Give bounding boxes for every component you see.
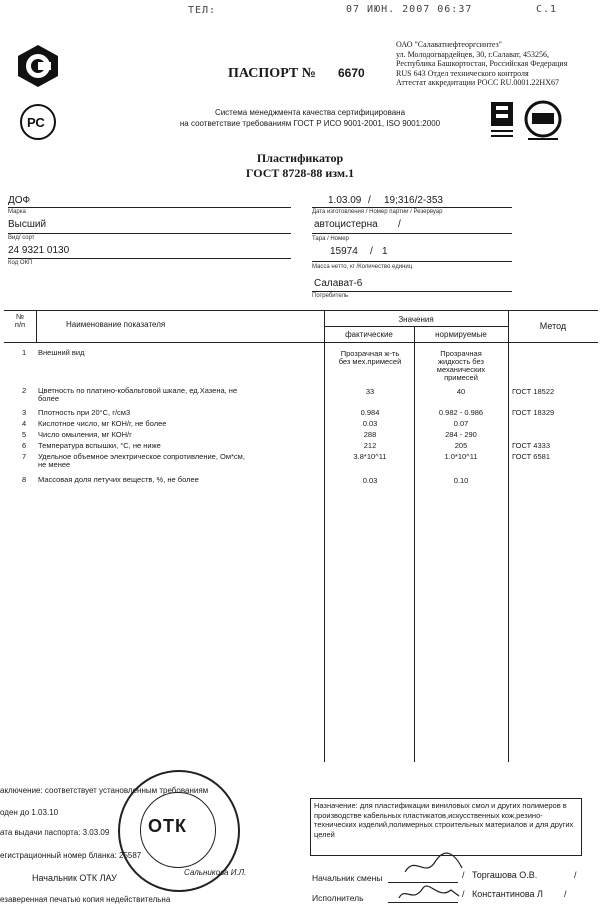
row-7-method: ГОСТ 6581 [512,452,550,461]
fax-datetime: 07 ИЮН. 2007 06:37 [346,4,473,15]
product-name: Пластификатор [256,151,344,165]
executor-end-slash: / [564,889,567,899]
row-6-num: 6 [22,441,27,450]
date-label: Дата изготовления / Номер партии / Резервуар [312,209,443,215]
table-header-name: Наименование показателя [66,320,166,329]
issue-date: ата выдачи паспорта: 3.03.09 [0,828,110,837]
conclusion-text: аключение: соответствует установленным требованиям [0,786,209,795]
product-standard: ГОСТ 8728-88 изм.1 [245,166,355,180]
row-5-num: 5 [22,430,27,439]
row-3-actual: 0.984 [360,408,380,417]
okp-value: 24 9321 0130 [8,245,70,256]
executor-label: Исполнитель [312,893,364,903]
svg-text:РС: РС [27,115,45,130]
row-7-actual: 3.8*10^11 [353,452,387,461]
shift-chief-signature [400,850,470,880]
mark-value: ДОФ [8,195,31,206]
fax-tel-label: ТЕЛ: [188,5,217,16]
consumer-label: Потребитель [312,293,349,299]
row-6-method: ГОСТ 4333 [512,441,550,450]
row-1-name: Внешний вид [38,348,85,357]
row-4-norm: 0.07 [453,419,469,428]
table-header-actual: фактические [345,330,393,339]
tare-label: Тара / Номер [312,236,349,242]
grade-label: Вид/ сорт [8,235,35,241]
table-header-norm: нормируемые [435,330,487,339]
row-4-name: Кислотное число, мг КОН/г, не более [38,419,167,428]
row-5-name: Число омыления, мг КОН/г [38,430,132,439]
row-1-num: 1 [22,348,27,357]
separator-1: / [368,195,371,206]
fax-page: С.1 [536,4,558,15]
row-3-name: Плотность при 20°С, г/см3 [38,408,131,417]
otk-chief-name: Сальникова И.Л. [184,868,247,877]
row-8-num: 8 [22,475,27,484]
row-8-actual: 0.03 [362,476,378,485]
mark-label: Марка [8,209,26,215]
mass-label: Масса нетто, кг /Количество единиц [312,264,413,270]
row-7-norm: 1.0*10^11 [444,452,478,461]
grade-value: Высший [8,219,47,230]
row-2-num: 2 [22,386,27,395]
row-2-method: ГОСТ 18522 [512,387,555,396]
iqnet-logo [520,100,566,142]
otk-stamp-text: ОТК [148,816,187,836]
shift-chief-name: Торгашова О.В. [472,870,538,880]
table-header-num: № п/п [14,312,26,329]
row-3-norm: 0.982 - 0.986 [438,408,484,417]
row-8-name: Массовая доля летучих веществ, %, не более [38,475,199,484]
separator-2: / [398,219,401,230]
table-header-values: Значения [398,315,434,324]
purpose-text: Назначение: для пластификации виниловых смол и других полимеров в производстве кабельных пластикатов,искусственных кож,резино-технических изделий,полимерных строительных материалов и для других целей [314,801,574,839]
row-3-method: ГОСТ 18329 [512,408,555,417]
company-address-2: Республика Башкортостан, Российская Федерация [396,59,568,68]
row-5-actual: 288 [363,430,377,439]
row-4-num: 4 [22,419,27,428]
valid-until: оден до 1.03.10 [0,808,59,817]
shift-chief-label: Начальник смены [312,873,383,883]
row-2-actual: 33 [365,387,375,396]
quality-system-line1: Система менеджмента качества сертифицирована [214,108,406,117]
purpose-box [310,798,582,856]
batch-value: 19;316/2-353 [384,195,443,206]
row-2-name: Цветность по платино-кобальтовой шкале, ед.Хазена, не более [38,386,238,403]
row-8-norm: 0.10 [453,476,469,485]
mass-value: 15974 [330,246,358,257]
passport-title: ПАСПОРТ № [228,66,316,81]
row-7-name: Удельное объемное электрическое сопротивление, Ом*см, не менее [38,452,245,469]
row-7-num: 7 [22,452,27,461]
row-3-num: 3 [22,408,27,417]
company-info [396,40,596,88]
certification-logo [18,102,58,142]
shift-chief-slash: / [462,870,465,880]
row-6-norm: 205 [454,441,468,450]
row-6-name: Температура вспышки, °С, не ниже [38,441,161,450]
executor-name: Константинова Л [472,889,543,899]
quality-seal-icon [488,100,516,140]
company-address-1: ул. Молодогвардейцев, 30, г.Салават, 453256, [396,49,549,59]
separator-3: / [370,246,373,257]
row-1-norm: Прозрачная жидкость без механических примесей [436,349,486,382]
tare-value: автоцистерна [314,219,378,230]
shift-chief-end-slash: / [574,870,577,880]
copy-warning: езаверенная печатью копия недействительна [0,895,171,904]
manufacture-date-value: 1.03.09 [328,195,362,206]
company-name: ОАО "Салаватнефтеоргсинтез" [396,40,502,49]
okp-label: Код ОКП [8,260,33,266]
company-lab: RUS 643 Отдел технического контроля [396,68,529,78]
table-header-method: Метод [539,321,567,331]
row-1-actual: Прозрачная ж-ть без мех.примесей [338,349,402,366]
otk-chief-label: Начальник ОТК ЛАУ [32,873,117,883]
consumer-value: Салават-6 [314,278,363,289]
count-value: 1 [382,246,388,257]
row-4-actual: 0.03 [362,419,378,428]
passport-number: 6670 [338,66,365,80]
executor-signature [395,878,465,908]
row-6-actual: 212 [363,441,377,450]
row-5-norm: 284 - 290 [445,430,477,439]
row-2-norm: 40 [456,387,466,396]
company-logo [16,44,60,88]
registration-number: егистрационный номер бланка: 25587 [0,851,142,860]
quality-system-line2: на соответствие требованиям ГОСТ Р ИСО 9001-2001, ISO 9001:2000 [179,119,441,128]
executor-slash: / [462,889,465,899]
company-accreditation: Аттестат аккредитации РОСС RU.0001.22НХ67 [396,78,559,87]
